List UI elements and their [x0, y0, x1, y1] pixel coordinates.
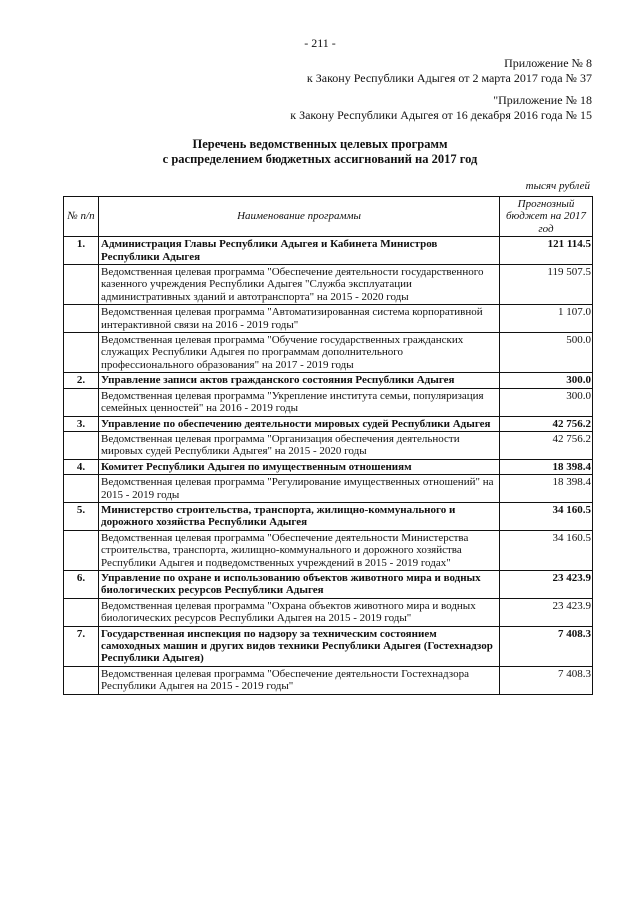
header-number: № п/п	[64, 197, 99, 237]
row-program-name: Ведомственная целевая программа "Обучение государственных гражданских служащих Республики Адыгея по программам дополнительного профессионального образования" на 2017 - 2019 годы	[99, 333, 500, 373]
row-program-name: Ведомственная целевая программа "Обеспечение деятельности Министерства строительства, транспорта, жилищно-коммунального и дорожного хозяйства Республики Адыгея и подведомственных учреждений в 2015 - 2019 годах"	[99, 530, 500, 570]
table-row-organization	[64, 459, 593, 474]
row-budget-value: 300.0	[500, 388, 593, 416]
row-number	[64, 530, 99, 570]
row-budget-value: 119 507.5	[500, 265, 593, 305]
row-budget-value: 42 756.2	[500, 416, 593, 431]
row-budget-value: 7 408.3	[500, 666, 593, 694]
row-budget-value: 23 423.9	[500, 570, 593, 598]
row-budget-value: 500.0	[500, 333, 593, 373]
row-budget-value: 23 423.9	[500, 598, 593, 626]
table-row-program	[64, 431, 593, 459]
table-row-organization	[64, 237, 593, 265]
table-row-program	[64, 666, 593, 694]
row-number: 7.	[64, 626, 99, 666]
row-budget-value: 42 756.2	[500, 431, 593, 459]
row-budget-value: 34 160.5	[500, 502, 593, 530]
table-row-program	[64, 598, 593, 626]
row-budget-value: 34 160.5	[500, 530, 593, 570]
appendix-8-title: Приложение № 8	[504, 56, 592, 70]
row-number: 6.	[64, 570, 99, 598]
table-row-program	[64, 475, 593, 503]
title-line-2: с распределением бюджетных ассигнований на 2017 год	[162, 152, 478, 166]
table-row-program	[64, 265, 593, 305]
row-budget-value: 18 398.4	[500, 475, 593, 503]
table-row-program	[64, 305, 593, 333]
table-row-organization	[64, 502, 593, 530]
row-budget-value: 7 408.3	[500, 626, 593, 666]
row-program-name: Ведомственная целевая программа "Охрана объектов животного мира и водных биологических ресурсов Республики Адыгея на 2015 - 2019 годы"	[99, 598, 500, 626]
document-title	[0, 137, 640, 167]
row-program-name: Управление по обеспечению деятельности мировых судей Республики Адыгея	[99, 416, 500, 431]
row-budget-value: 300.0	[500, 373, 593, 388]
row-budget-value: 121 114.5	[500, 237, 593, 265]
row-program-name: Управление записи актов гражданского состояния Республики Адыгея	[99, 373, 500, 388]
header-budget: Прогнозный бюджет на 2017 год	[500, 197, 593, 237]
row-number	[64, 475, 99, 503]
row-program-name: Министерство строительства, транспорта, жилищно-коммунального и дорожного хозяйства Республики Адыгея	[99, 502, 500, 530]
row-program-name: Ведомственная целевая программа "Обеспечение деятельности государственного казенного учреждения Республики Адыгея "Служба эксплуатации административных зданий и автотранспорта" на 2015 - 2020 годы	[99, 265, 500, 305]
row-program-name: Ведомственная целевая программа "Обеспечение деятельности Гостехнадзора Республики Адыгея на 2015 - 2019 годы"	[99, 666, 500, 694]
table-row-organization	[64, 373, 593, 388]
row-program-name: Государственная инспекция по надзору за техническим состоянием самоходных машин и других видов техники Республики Адыгея (Гостехнадзор Республики Адыгея)	[99, 626, 500, 666]
row-program-name: Ведомственная целевая программа "Автоматизированная система корпоративной интерактивной связи на 2016 - 2019 годы"	[99, 305, 500, 333]
table-row-organization	[64, 626, 593, 666]
table-row-organization	[64, 570, 593, 598]
table-body	[64, 237, 593, 694]
title-line-1: Перечень ведомственных целевых программ	[192, 137, 448, 151]
page-number: - 211 -	[304, 36, 336, 50]
row-budget-value: 1 107.0	[500, 305, 593, 333]
row-number: 1.	[64, 237, 99, 265]
row-number: 4.	[64, 459, 99, 474]
row-program-name: Управление по охране и использованию объектов животного мира и водных биологических ресурсов Республики Адыгея	[99, 570, 500, 598]
row-number	[64, 666, 99, 694]
appendix-18-law: к Закону Республики Адыгея от 16 декабря 2016 года № 15	[290, 108, 592, 122]
row-budget-value: 18 398.4	[500, 459, 593, 474]
table-row-organization	[64, 416, 593, 431]
row-program-name: Администрация Главы Республики Адыгея и Кабинета Министров Республики Адыгея	[99, 237, 500, 265]
table-row-program	[64, 388, 593, 416]
header-program-name: Наименование программы	[99, 197, 500, 237]
row-number	[64, 388, 99, 416]
row-number	[64, 431, 99, 459]
row-number	[64, 598, 99, 626]
row-number	[64, 333, 99, 373]
row-program-name: Ведомственная целевая программа "Регулирование имущественных отношений" на 2015 - 2019 годы	[99, 475, 500, 503]
programs-table	[63, 196, 593, 695]
row-number: 3.	[64, 416, 99, 431]
row-number	[64, 305, 99, 333]
row-program-name: Ведомственная целевая программа "Организация обеспечения деятельности мировых судей Республики Адыгея" на 2015 - 2020 годы	[99, 431, 500, 459]
table-header-row	[64, 197, 593, 237]
table-row-program	[64, 333, 593, 373]
row-number: 2.	[64, 373, 99, 388]
units-label: тысяч рублей	[525, 180, 590, 192]
row-number: 5.	[64, 502, 99, 530]
table-row-program	[64, 530, 593, 570]
appendix-18-title: "Приложение № 18	[493, 93, 592, 107]
row-number	[64, 265, 99, 305]
appendix-8-law: к Закону Республики Адыгея от 2 марта 2017 года № 37	[306, 71, 592, 85]
row-program-name: Ведомственная целевая программа "Укрепление института семьи, популяризация семейных ценностей" на 2016 - 2019 годы	[99, 388, 500, 416]
row-program-name: Комитет Республики Адыгея по имущественным отношениям	[99, 459, 500, 474]
